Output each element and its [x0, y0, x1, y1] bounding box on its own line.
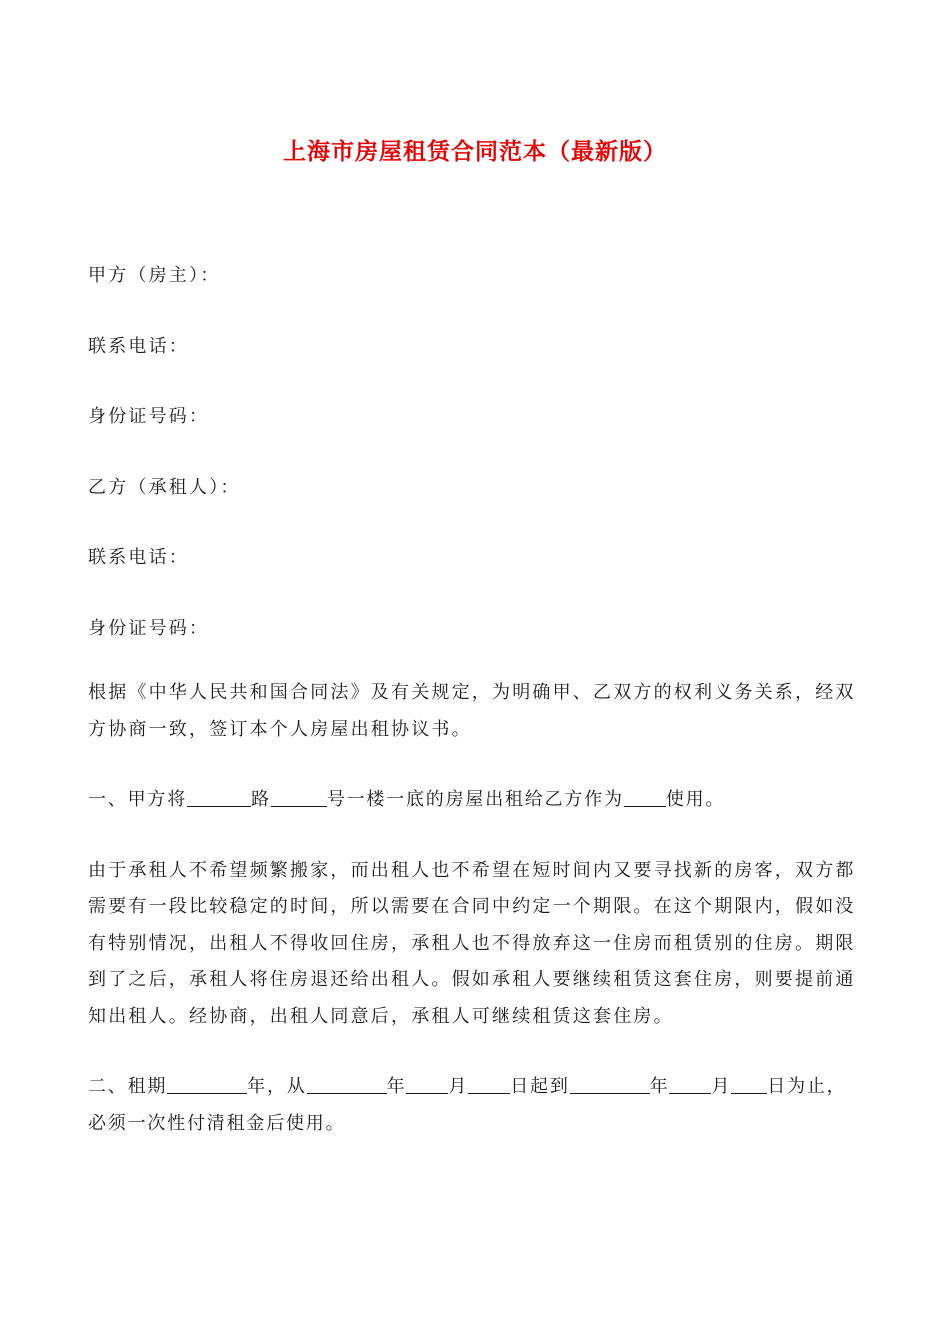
use-blank — [624, 786, 666, 807]
start-year-blank — [307, 1073, 387, 1094]
clause-1-text: 路 — [251, 789, 271, 810]
landlord-id-label: 身份证号码： — [88, 406, 210, 427]
clause-1-text: 号一楼一底的房屋出租给乙方作为 — [326, 789, 624, 810]
clause-1-text: 使用。 — [665, 789, 726, 810]
landlord-label: 甲方（房主）： — [88, 265, 221, 286]
clause-2-text: 年，从 — [247, 1076, 307, 1097]
tenant-phone-label: 联系电话： — [88, 547, 189, 568]
road-blank — [187, 786, 251, 807]
clause-1-text: 一、甲方将 — [88, 789, 187, 810]
clause-2-text: 年 — [386, 1076, 407, 1097]
number-blank — [271, 786, 327, 807]
document-body — [88, 258, 864, 1176]
clause-2-text: 日起到 — [510, 1076, 570, 1097]
tenant-label: 乙方（承租人）： — [88, 476, 241, 498]
clause-2 — [88, 1069, 864, 1142]
clause-2-text: 年 — [649, 1076, 670, 1097]
clause-2-text: 日为止，必须一次性付清租金后使用。 — [88, 1076, 847, 1134]
years-blank — [167, 1073, 247, 1094]
end-year-blank — [570, 1073, 650, 1094]
clause-2-text: 月 — [448, 1076, 469, 1097]
start-month-blank — [406, 1073, 448, 1094]
end-month-blank — [669, 1073, 711, 1094]
explanation-paragraph: 由于承租人不希望频繁搬家，而出租人也不希望在短时间内又要寻找新的房客，双方都需要有一段比较稳定的时间，所以需要在合同中约定一个期限。在这个期限内，假如没有特别情况，出租人不得收回住房，承租人也不得放弃这一住房而租赁别的住房。期限到了之后，承租人将住房退还给出租人。假如承租人要继续租赁这套住房，则要提前通知出租人。经协商，出租人同意后，承租人可继续租赁这套住房。 — [88, 859, 856, 1027]
tenant-id-label: 身份证号码： — [88, 617, 210, 639]
end-day-blank — [731, 1073, 767, 1094]
start-day-blank — [468, 1073, 510, 1094]
clause-1 — [88, 782, 864, 819]
preamble-paragraph: 根据《中华人民共和国合同法》及有关规定，为明确甲、乙双方的权利义务关系，经双方协商一致，签订本个人房屋出租协议书。 — [88, 682, 856, 740]
clause-2-text: 月 — [711, 1076, 732, 1097]
clause-2-text: 二、租期 — [88, 1076, 168, 1097]
landlord-phone-label: 联系电话： — [88, 335, 189, 357]
document-title: 上海市房屋租赁合同范本（最新版） — [283, 139, 667, 165]
